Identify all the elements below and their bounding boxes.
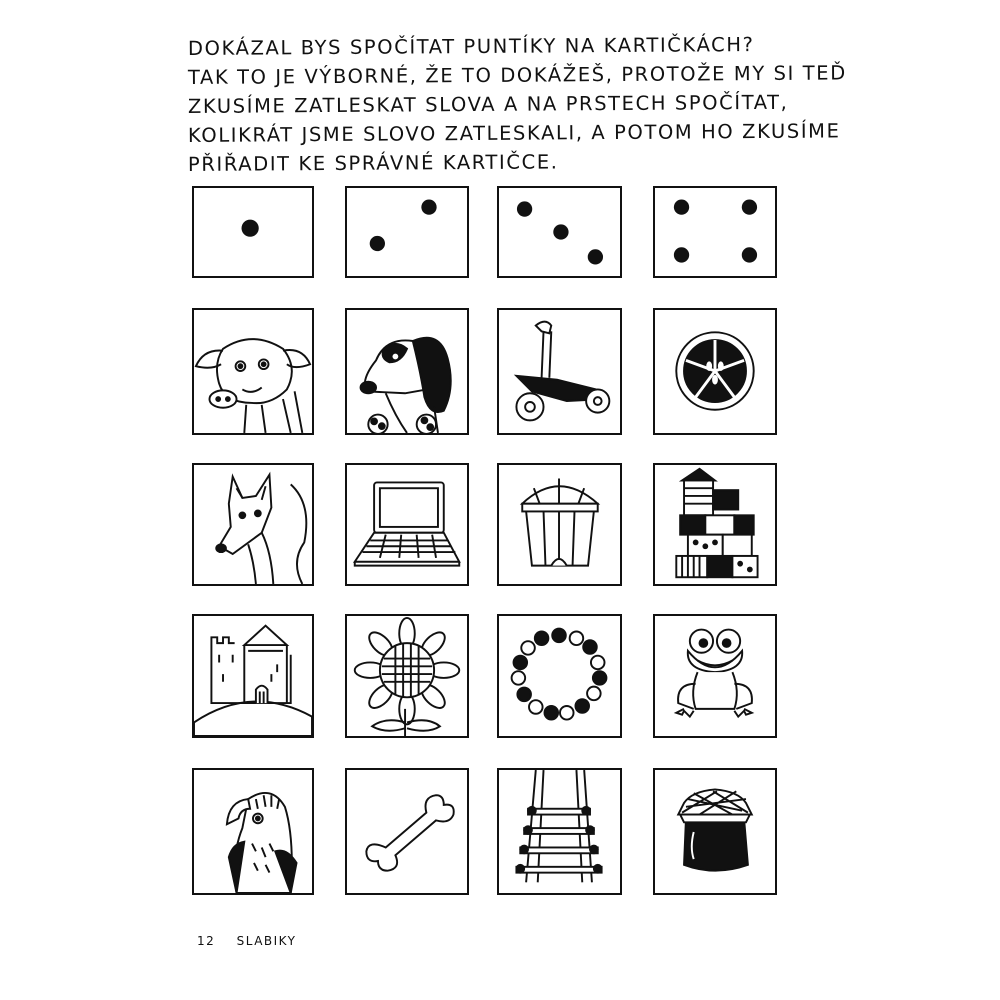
castle-icon [194, 616, 312, 736]
picture-card-sunflower[interactable] [345, 614, 469, 738]
instructions-text [187, 33, 847, 179]
scooter-icon [499, 310, 620, 433]
instruction-line: DOKÁZAL BYS SPOČÍTAT PUNTÍKY NA KARTIČKÁCH? [187, 33, 755, 60]
parrot-icon [194, 770, 312, 893]
instruction-line: ZKUSÍME ZATLESKAT SLOVA A NA PRSTECH SPOČÍTAT, [187, 90, 789, 118]
frog-icon [655, 616, 775, 736]
bead-necklace-icon [499, 616, 620, 736]
dots-two-icon [347, 188, 467, 276]
dot-card-3[interactable] [497, 186, 622, 278]
picture-card-scooter[interactable] [497, 308, 622, 435]
picture-card-building-blocks[interactable] [653, 463, 777, 586]
dog-icon [347, 310, 467, 433]
building-blocks-icon [655, 465, 775, 584]
picture-card-bone[interactable] [345, 768, 469, 895]
bone-icon [347, 770, 467, 893]
picture-card-swing[interactable] [497, 768, 622, 895]
lemon-slice-icon [655, 310, 775, 433]
picture-card-dog[interactable] [345, 308, 469, 435]
pig-icon [194, 310, 312, 433]
dot-card-2[interactable] [345, 186, 469, 278]
instruction-line: TAK TO JE VÝBORNÉ, ŽE TO DOKÁŽEŠ, PROTOŽE MY SI TEĎ [187, 61, 847, 89]
picture-card-pig[interactable] [192, 308, 314, 435]
picture-card-parrot[interactable] [192, 768, 314, 895]
laptop-icon [347, 465, 467, 584]
picture-card-laptop[interactable] [345, 463, 469, 586]
swing-icon [499, 770, 620, 893]
page-footer [197, 934, 296, 948]
dots-one-icon [194, 188, 312, 276]
sunflower-icon [347, 616, 467, 736]
page-number: 12 [197, 934, 216, 948]
instruction-line: KOLIKRÁT JSME SLOVO ZATLESKALI, A POTOM HO ZKUSÍME [187, 119, 841, 147]
section-title: SLABIKY [236, 934, 297, 948]
picture-card-frog[interactable] [653, 614, 777, 738]
picture-card-fox[interactable] [192, 463, 314, 586]
picture-card-castle[interactable] [192, 614, 314, 738]
dots-three-icon [499, 188, 620, 276]
birdcage-icon [499, 465, 620, 584]
fox-icon [194, 465, 312, 584]
dot-card-4[interactable] [653, 186, 777, 278]
jam-jar-icon [655, 770, 775, 893]
dots-four-icon [655, 188, 775, 276]
picture-card-lemon-slice[interactable] [653, 308, 777, 435]
dot-card-1[interactable] [192, 186, 314, 278]
picture-card-birdcage[interactable] [497, 463, 622, 586]
picture-card-jam-jar[interactable] [653, 768, 777, 895]
picture-card-bead-necklace[interactable] [497, 614, 622, 738]
instruction-line: PŘIŘADIT KE SPRÁVNÉ KARTIČCE. [187, 150, 559, 176]
